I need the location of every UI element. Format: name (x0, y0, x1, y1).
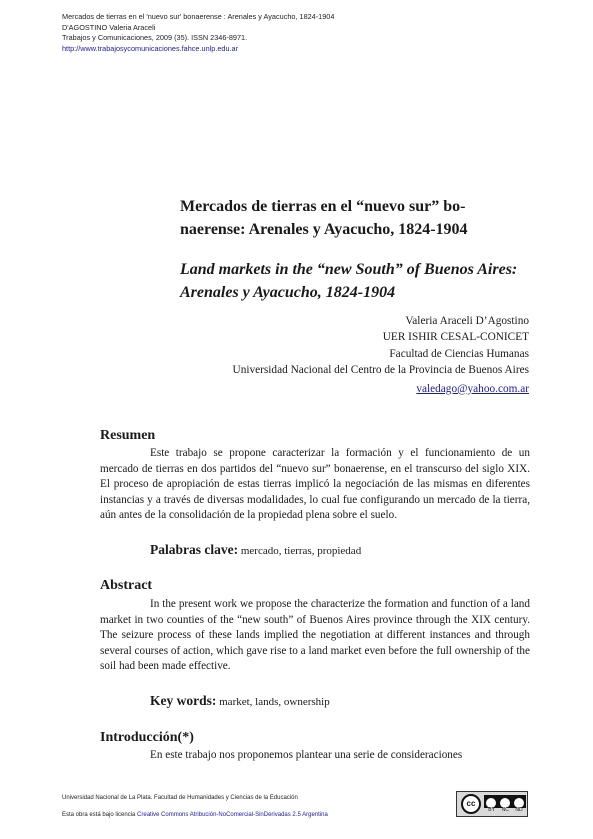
footer-license (62, 812, 328, 818)
author-university: Universidad Nacional del Centro de la Provincia de Buenos Aires (232, 364, 529, 377)
footer-institution: Universidad Nacional de La Plata. Facultad de Humanidades y Ciencias de la Educación (62, 795, 298, 801)
palabras-clave (150, 542, 361, 558)
cc-labels (485, 807, 526, 813)
author-unit: UER ISHIR CESAL-CONICET (382, 331, 529, 344)
cc-logo-icon: cc (461, 794, 481, 814)
kw-text: mercado, tierras, propiedad (238, 545, 362, 557)
kw-label-en: Key words: (150, 693, 217, 708)
kw-text-en: market, lands, ownership (216, 696, 330, 708)
license-link[interactable]: Creative Commons Atribución-NoComercial-SinDerivadas 2.5 Argentina (137, 812, 328, 818)
license-prefix: Esta obra está bajo licencia (62, 812, 138, 818)
author-email-link[interactable]: valedago@yahoo.com.ar (416, 382, 529, 395)
author-block (233, 313, 529, 397)
cc-license-badge[interactable] (456, 791, 528, 817)
journal-link[interactable]: http://www.trabajosycomunicaciones.fahce.unlp.edu.ar (62, 43, 239, 53)
citation-author: D'AGOSTINO Valeria Araceli (62, 22, 156, 32)
nc-label: NC (501, 807, 509, 813)
intro-text: En este trabajo nos proponemos plantear una serie de consideraciones (150, 749, 463, 761)
author-name: Valeria Araceli D’Agostino (405, 315, 529, 327)
citation-journal: Trabajos y Comunicaciones, 2009 (35). ISSN 2346-8971. (62, 33, 248, 43)
intro-heading: Introducción(*) (100, 730, 194, 745)
kw-label: Palabras clave: (150, 542, 239, 557)
citation-title: Mercados de tierras en el 'nuevo sur' bonaerense : Arenales y Ayacucho, 1824-1904 (62, 12, 335, 21)
abstract-heading: Abstract (100, 578, 153, 593)
nd-label: ND (515, 807, 523, 813)
by-label: BY (488, 807, 495, 813)
abstract-text: In the present work we propose the characterize the formation and function of a land market in two counties of the “new south” of Buenos Aires province through the XIX century. The seizure process of these lands implied the negotiation at different instances and through several courses of action, which gave rise to a land market even before the full ownership of the soil had been made effective. (100, 598, 530, 672)
resumen-text: Este trabajo se propone caracterizar la formación y el funcionamiento de un mercado de tierras en dos partidos del “nuevo sur” bonaerense, en el transcurso del siglo XIX. El proceso de apropiación de estas tierras implicó la negociación de las mismas en diferentes instancias y a través de diversas modalidades, lo cual fue configurando un mercado de la tierra, aún antes de la consolidación de la propiedad plena sobre el suelo. (100, 447, 530, 521)
key-words (150, 693, 330, 709)
author-faculty: Facultad de Ciencias Humanas (389, 347, 529, 360)
paper-title-en: Land markets in the “new South” of Buenos Aires: Arenales y Ayacucho, 1824-1904 (180, 261, 518, 301)
resumen-heading: Resumen (100, 428, 156, 443)
paper-title-es: Mercados de tierras en el “nuevo sur” bo-naerense: Arenales y Ayacucho, 1824-1904 (180, 198, 468, 238)
citation-header (62, 12, 334, 54)
